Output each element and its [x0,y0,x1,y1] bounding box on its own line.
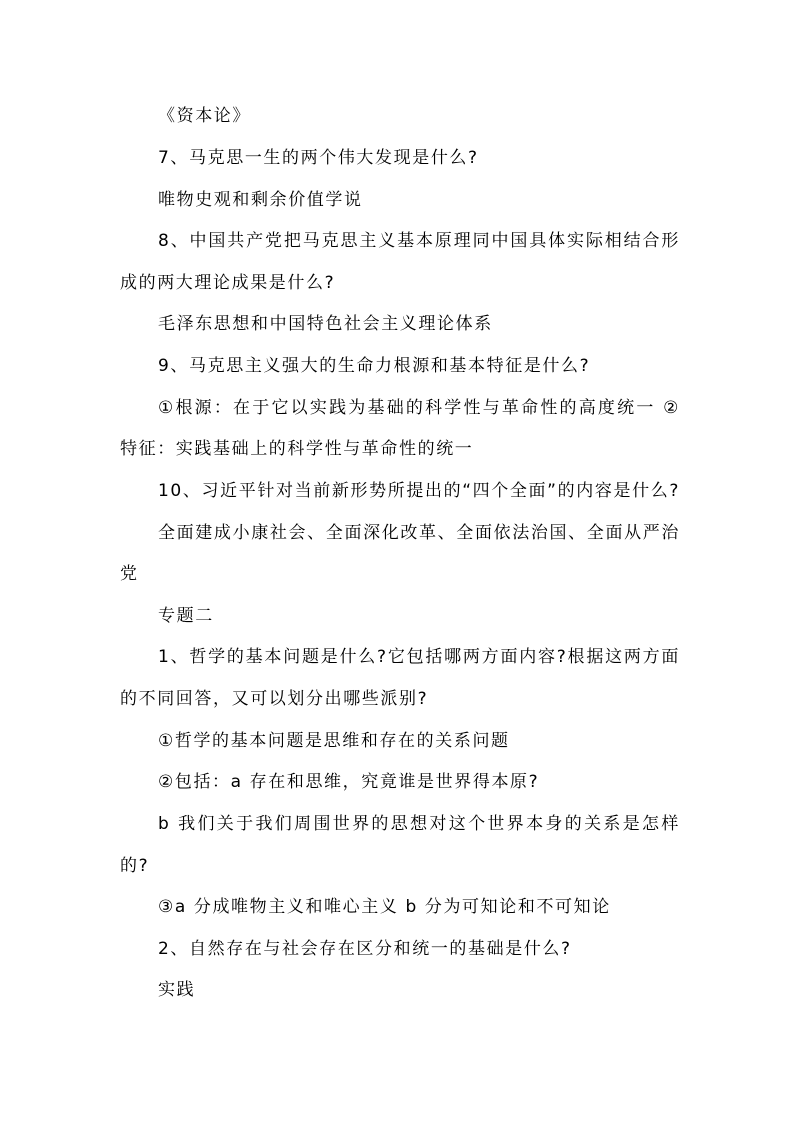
answer-line: 毛泽东思想和中国特色社会主义理论体系 [158,314,493,334]
question-line: 2、自然存在与社会存在区分和统一的基础是什么? [158,939,572,959]
answer-line: ②包括：a 存在和思维，究竟谁是世界得本原? [158,772,540,792]
answer-line-continuation: 党 [120,564,139,584]
answer-line: b 我们关于我们周围世界的思想对这个世界本身的关系是怎样 [158,814,680,834]
answer-line: ①根源：在于它以实践为基础的科学性与革命性的高度统一 ② [158,398,680,418]
answer-line: ①哲学的基本问题是思维和存在的关系问题 [158,731,510,751]
answer-line: 《资本论》 [158,106,251,126]
answer-line: 实践 [158,980,196,1000]
question-line: 10、习近平针对当前新形势所提出的“四个全面”的内容是什么? [158,481,680,501]
answer-line: 唯物史观和剩余价值学说 [158,190,363,210]
question-line: 7、马克思一生的两个伟大发现是什么? [158,148,479,168]
answer-line-continuation: 的? [120,856,150,876]
answer-line: 全面建成小康社会、全面深化改革、全面依法治国、全面从严治 [158,523,680,543]
question-line: 8、中国共产党把马克思主义基本原理同中国具体实际相结合形 [158,231,680,251]
question-line: 9、马克思主义强大的生命力根源和基本特征是什么? [158,356,591,376]
question-line-continuation: 的不同回答，又可以划分出哪些派别? [120,689,429,709]
answer-line-continuation: 特征：实践基础上的科学性与革命性的统一 [120,439,474,459]
question-line: 1、哲学的基本问题是什么?它包括哪两方面内容?根据这两方面 [158,647,680,667]
question-line-continuation: 成的两大理论成果是什么? [120,273,336,293]
answer-line: ③a 分成唯物主义和唯心主义 b 分为可知论和不可知论 [158,897,611,917]
section-heading: 专题二 [158,606,214,626]
